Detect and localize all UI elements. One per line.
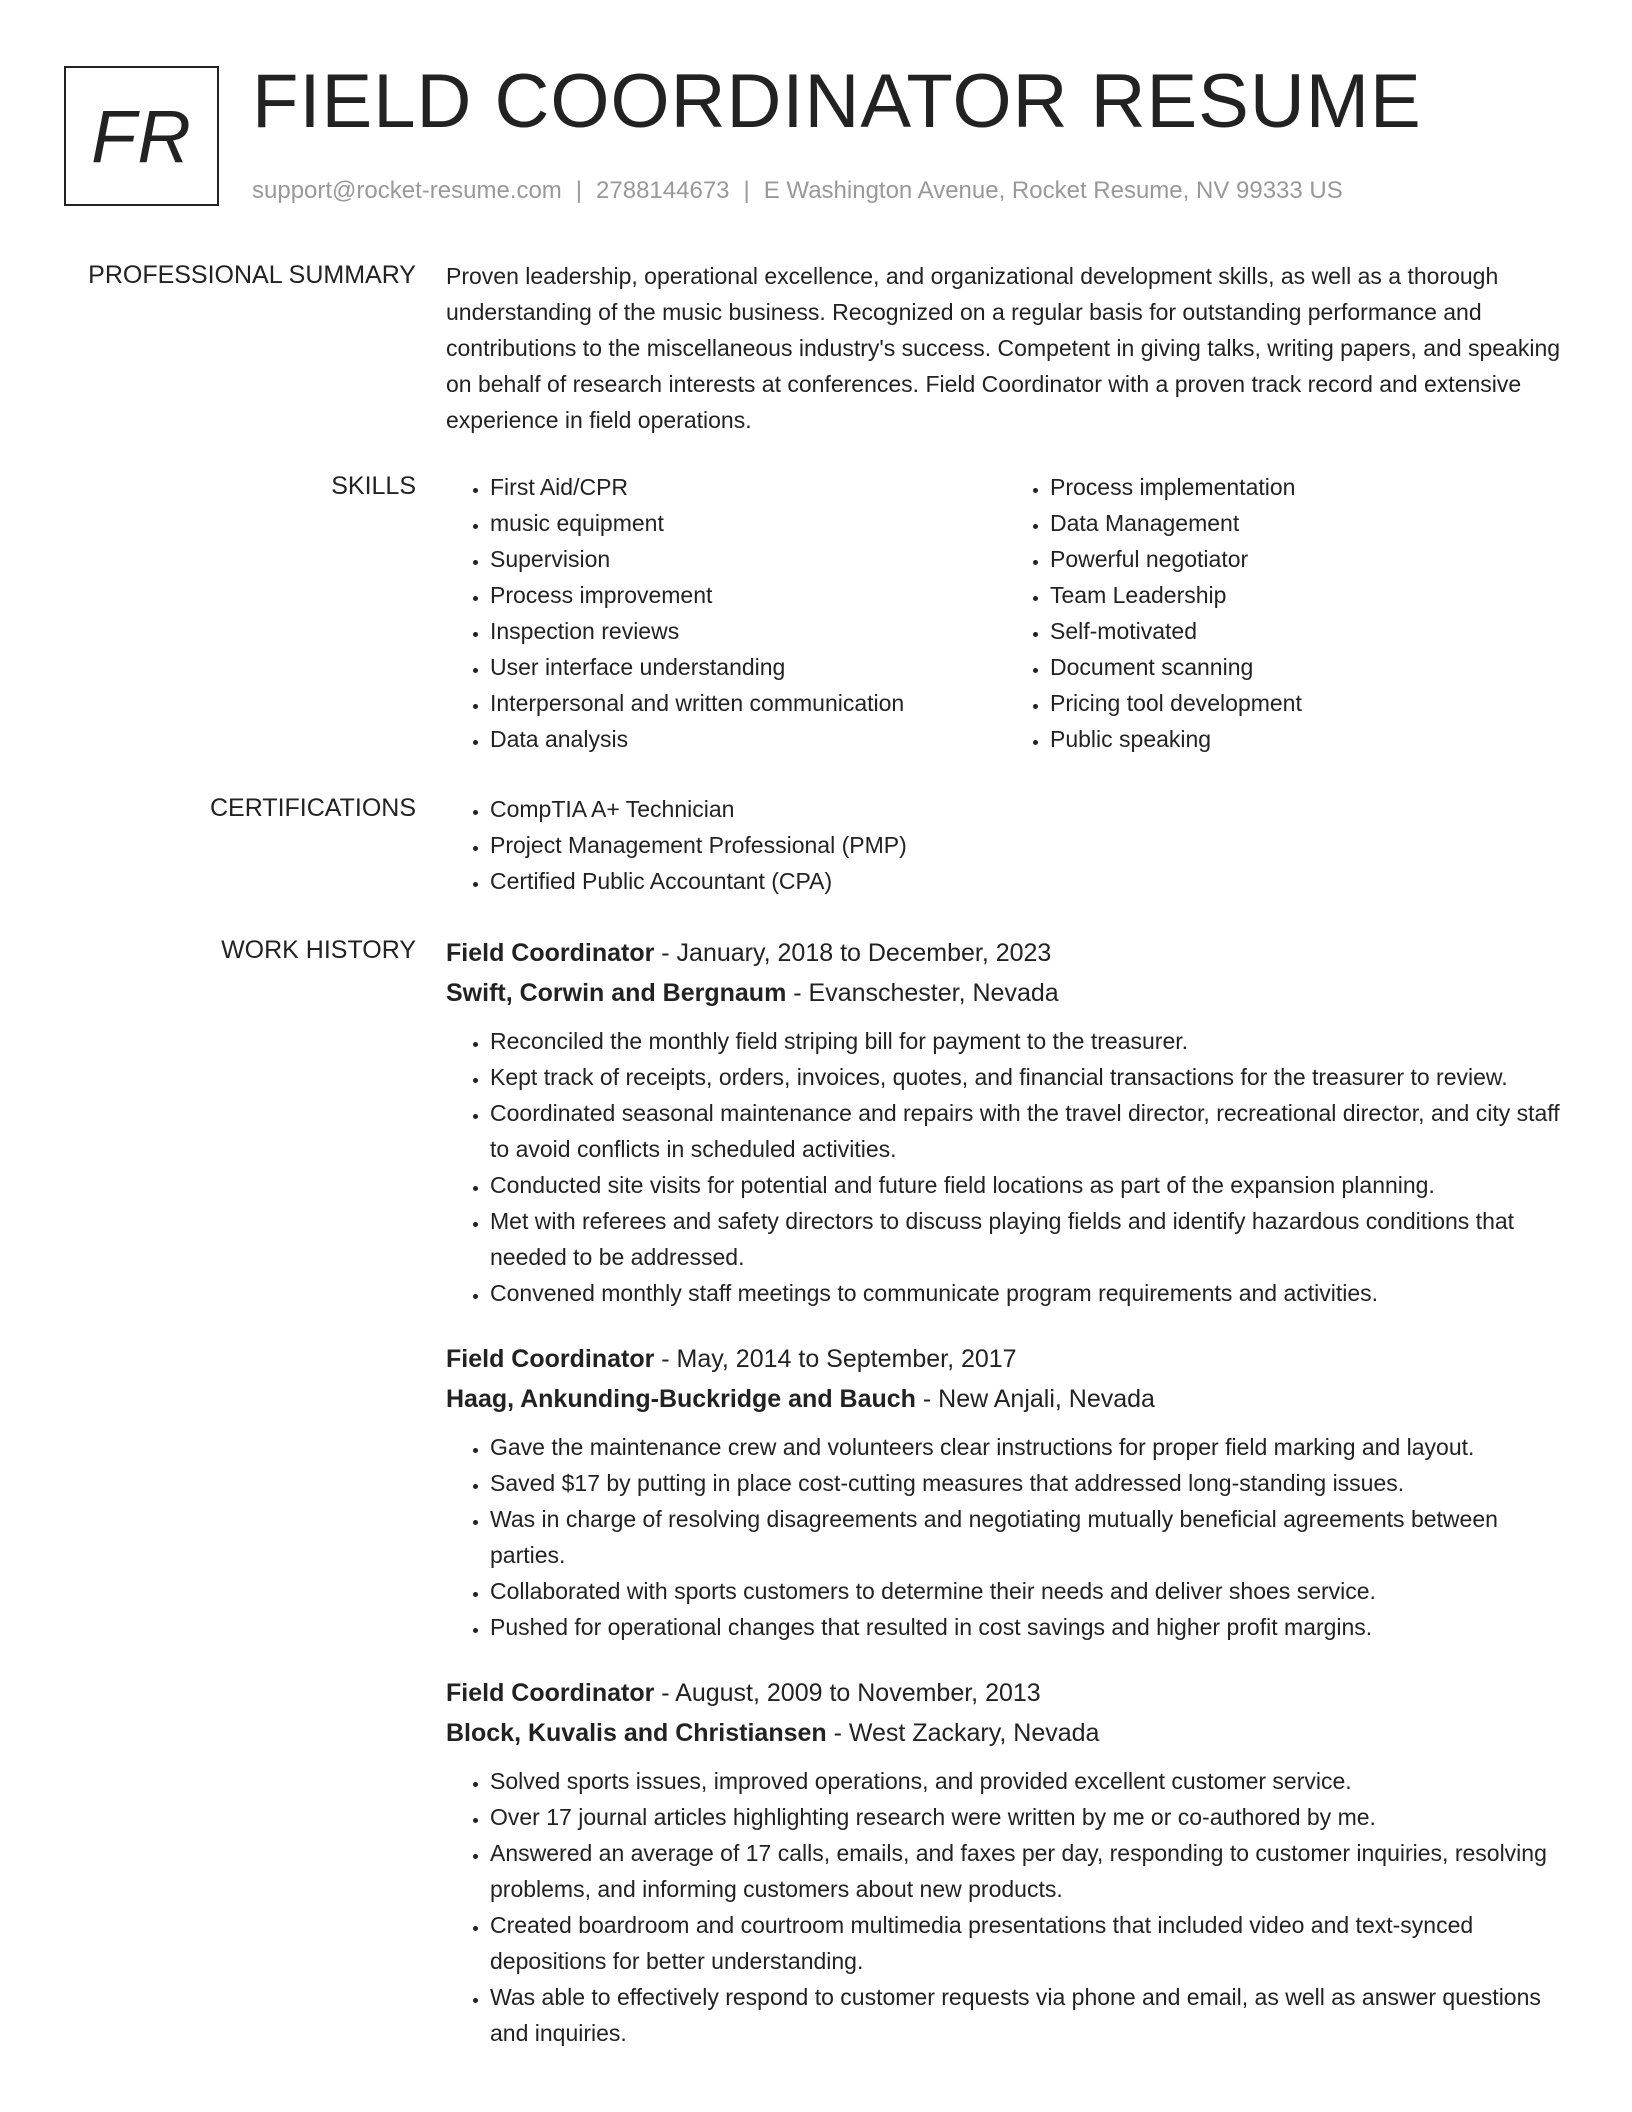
- contact-phone[interactable]: 2788144673: [596, 177, 730, 204]
- job-dates: - May, 2014 to September, 2017: [654, 1345, 1017, 1373]
- skills-list-right: [1006, 469, 1566, 757]
- contact-separator: |: [575, 177, 583, 204]
- job-company: Haag, Ankunding-Buckridge and Bauch: [446, 1385, 916, 1413]
- job-title: Field Coordinator: [446, 1345, 655, 1373]
- job-title: Field Coordinator: [446, 1679, 655, 1707]
- job-company-line: [446, 1379, 1566, 1419]
- job-duty-item: • Was able to effectively respond to customer requests via phone and email, as well as answer questions and inquiries.: [490, 1979, 1566, 2051]
- certifications-body: [446, 791, 1566, 899]
- job-location: - West Zackary, Nevada: [826, 1719, 1100, 1747]
- page-title: FIELD COORDINATOR RESUME: [252, 59, 1422, 144]
- job-location: - Evanschester, Nevada: [786, 979, 1059, 1007]
- skill-item: • Inspection reviews: [490, 613, 1006, 649]
- section-label-certifications: CERTIFICATIONS: [209, 794, 416, 822]
- section-label-work-history: WORK HISTORY: [221, 936, 416, 964]
- skill-item: • music equipment: [490, 505, 1006, 541]
- job-company: Block, Kuvalis and Christiansen: [446, 1719, 827, 1747]
- certification-item: • Certified Public Accountant (CPA): [490, 863, 1566, 899]
- job-company: Swift, Corwin and Bergnaum: [446, 979, 787, 1007]
- job-title-line: [446, 933, 1566, 973]
- job-duty-item: • Saved $17 by putting in place cost-cutting measures that addressed long-standing issues.: [490, 1465, 1566, 1501]
- section-label-summary: PROFESSIONAL SUMMARY: [88, 261, 416, 289]
- skill-item: • Interpersonal and written communication: [490, 685, 1006, 721]
- job-duty-item: • Collaborated with sports customers to determine their needs and deliver shoes service.: [490, 1573, 1566, 1609]
- skill-item: • Team Leadership: [1050, 577, 1566, 613]
- section-label-skills: SKILLS: [331, 472, 416, 500]
- job-title-line: [446, 1339, 1566, 1379]
- skill-item: • Public speaking: [1050, 721, 1566, 757]
- certification-item: • CompTIA A+ Technician: [490, 791, 1566, 827]
- certification-item: • Project Management Professional (PMP): [490, 827, 1566, 863]
- job-dates: - January, 2018 to December, 2023: [654, 939, 1052, 967]
- skill-item: • Process implementation: [1050, 469, 1566, 505]
- skills-list-left: [446, 469, 1006, 757]
- job-company-line: [446, 1713, 1566, 1753]
- job-duties-list: [446, 1023, 1566, 1311]
- skill-item: • Supervision: [490, 541, 1006, 577]
- job-dates: - August, 2009 to November, 2013: [654, 1679, 1041, 1707]
- job-entry: [446, 1673, 1566, 2051]
- skill-item: • Data analysis: [490, 721, 1006, 757]
- job-duties-list: [446, 1763, 1566, 2051]
- job-entry: [446, 1339, 1566, 1645]
- skill-item: • Data Management: [1050, 505, 1566, 541]
- job-title: Field Coordinator: [446, 939, 655, 967]
- job-duty-item: • Pushed for operational changes that resulted in cost savings and higher profit margins.: [490, 1609, 1566, 1645]
- skill-item: • User interface understanding: [490, 649, 1006, 685]
- job-duty-item: • Convened monthly staff meetings to communicate program requirements and activities.: [490, 1275, 1566, 1311]
- skill-item: • First Aid/CPR: [490, 469, 1006, 505]
- job-duties-list: [446, 1429, 1566, 1645]
- job-duty-item: • Solved sports issues, improved operations, and provided excellent customer service.: [490, 1763, 1566, 1799]
- job-duty-item: • Over 17 journal articles highlighting research were written by me or co-authored by me.: [490, 1799, 1566, 1835]
- contact-line: [252, 174, 1343, 208]
- contact-email[interactable]: support@rocket-resume.com: [252, 177, 562, 204]
- job-title-line: [446, 1673, 1566, 1713]
- job-duty-item: • Gave the maintenance crew and volunteers clear instructions for proper field marking and layout.: [490, 1429, 1566, 1465]
- job-duty-item: • Met with referees and safety directors to discuss playing fields and identify hazardous conditions that needed to be addressed.: [490, 1203, 1566, 1275]
- job-company-line: [446, 973, 1566, 1013]
- certifications-list: [446, 791, 1566, 899]
- skill-item: • Document scanning: [1050, 649, 1566, 685]
- skill-item: • Process improvement: [490, 577, 1006, 613]
- job-duty-item: • Was in charge of resolving disagreements and negotiating mutually beneficial agreements between parties.: [490, 1501, 1566, 1573]
- job-duty-item: • Reconciled the monthly field striping bill for payment to the treasurer.: [490, 1023, 1566, 1059]
- job-entry: [446, 933, 1566, 1311]
- skill-item: • Pricing tool development: [1050, 685, 1566, 721]
- job-duty-item: • Kept track of receipts, orders, invoices, quotes, and financial transactions for the treasurer to review.: [490, 1059, 1566, 1095]
- summary-body: [446, 258, 1566, 438]
- contact-separator: |: [743, 177, 750, 204]
- job-location: - New Anjali, Nevada: [915, 1385, 1155, 1413]
- work-history-body: [446, 933, 1566, 2079]
- job-duty-item: • Answered an average of 17 calls, emails, and faxes per day, responding to customer inquiries, resolving problems, and informing customers about new products.: [490, 1835, 1566, 1907]
- skill-item: • Self-motivated: [1050, 613, 1566, 649]
- skill-item: • Powerful negotiator: [1050, 541, 1566, 577]
- job-duty-item: • Coordinated seasonal maintenance and repairs with the travel director, recreational director, and city staff to avoid conflicts in scheduled activities.: [490, 1095, 1566, 1167]
- job-duty-item: • Created boardroom and courtroom multimedia presentations that included video and text-synced depositions for better understanding.: [490, 1907, 1566, 1979]
- job-duty-item: • Conducted site visits for potential and future field locations as part of the expansion planning.: [490, 1167, 1566, 1203]
- monogram-badge: FR: [64, 66, 219, 206]
- summary-text: Proven leadership, operational excellence, and organizational development skills, as well as a thorough understanding of the music business. Recognized on a regular basis for outstanding performance and contributions to the miscellaneous industry's success. Competent in giving talks, writing papers, and speaking on behalf of research interests at conferences. Field Coordinator with a proven track record and extensive experience in field operations.: [446, 263, 1561, 433]
- skills-body: [446, 469, 1566, 757]
- contact-address: E Washington Avenue, Rocket Resume, NV 99333 US: [763, 177, 1343, 204]
